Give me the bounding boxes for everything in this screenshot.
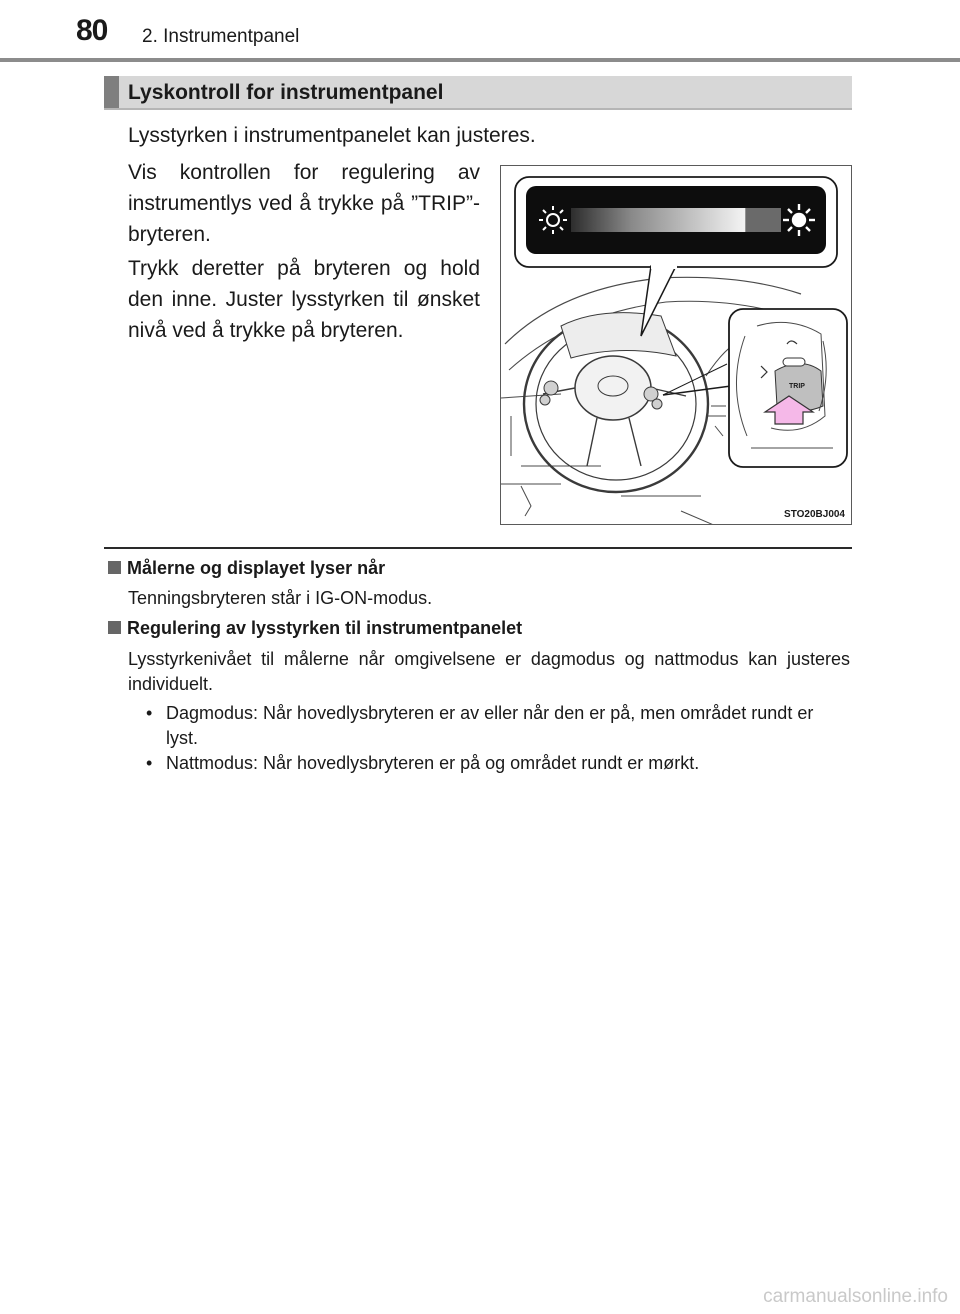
note-heading-2 (108, 618, 522, 639)
square-bullet-icon (108, 621, 121, 634)
chapter-title: 2. Instrumentpanel (142, 26, 300, 47)
list-item-text: Nattmodus: Når hovedlysbryteren er på og området rundt er mørkt. (166, 753, 700, 773)
section-title-bar (104, 76, 852, 110)
note-text-2: Lysstyrkenivået til målerne når omgivelsene er dagmodus og nattmodus kan justeres individuelt. (128, 649, 850, 694)
bullet-dot-icon: • (146, 753, 153, 773)
dashboard-illustration (500, 165, 852, 525)
watermark: carmanualsonline.info (763, 1286, 948, 1307)
header-rule (0, 58, 960, 62)
note-heading-1-text: Målerne og displayet lyser når (127, 558, 386, 578)
mode-bullet-list (146, 701, 850, 776)
square-bullet-icon (108, 561, 121, 574)
trip-switch-label: TRIP (789, 383, 805, 390)
brightness-bar-fill (571, 208, 745, 232)
list-item (146, 751, 850, 776)
section-title: Lyskontroll for instrumentpanel (128, 81, 444, 104)
list-item-text: Dagmodus: Når hovedlysbryteren er av eller når den er på, men området rundt er lyst. (166, 703, 814, 748)
note-text-1: Tenningsbryteren står i IG-ON-modus. (128, 588, 433, 608)
page-number: 80 (76, 14, 108, 47)
instruction-paragraph-1: Vis kontrollen for regulering av instrumentlys ved å trykke på ”TRIP”-bryteren. (128, 161, 480, 246)
bullet-dot-icon: • (146, 703, 153, 723)
section-bar-accent (104, 76, 119, 108)
instruction-paragraph-2: Trykk deretter på bryteren og hold den inne. Juster lysstyrken til ønsket nivå ved å trykke på bryteren. (128, 257, 480, 342)
dashboard-drawing (501, 166, 852, 525)
figure-code: STO20BJ004 (784, 509, 845, 520)
note-heading-2-text: Regulering av lysstyrken til instrumentpanelet (127, 618, 523, 638)
intro-text: Lysstyrken i instrumentpanelet kan justeres. (128, 124, 536, 147)
list-item (146, 701, 850, 751)
section-divider (104, 547, 852, 549)
note-heading-1 (108, 558, 385, 579)
